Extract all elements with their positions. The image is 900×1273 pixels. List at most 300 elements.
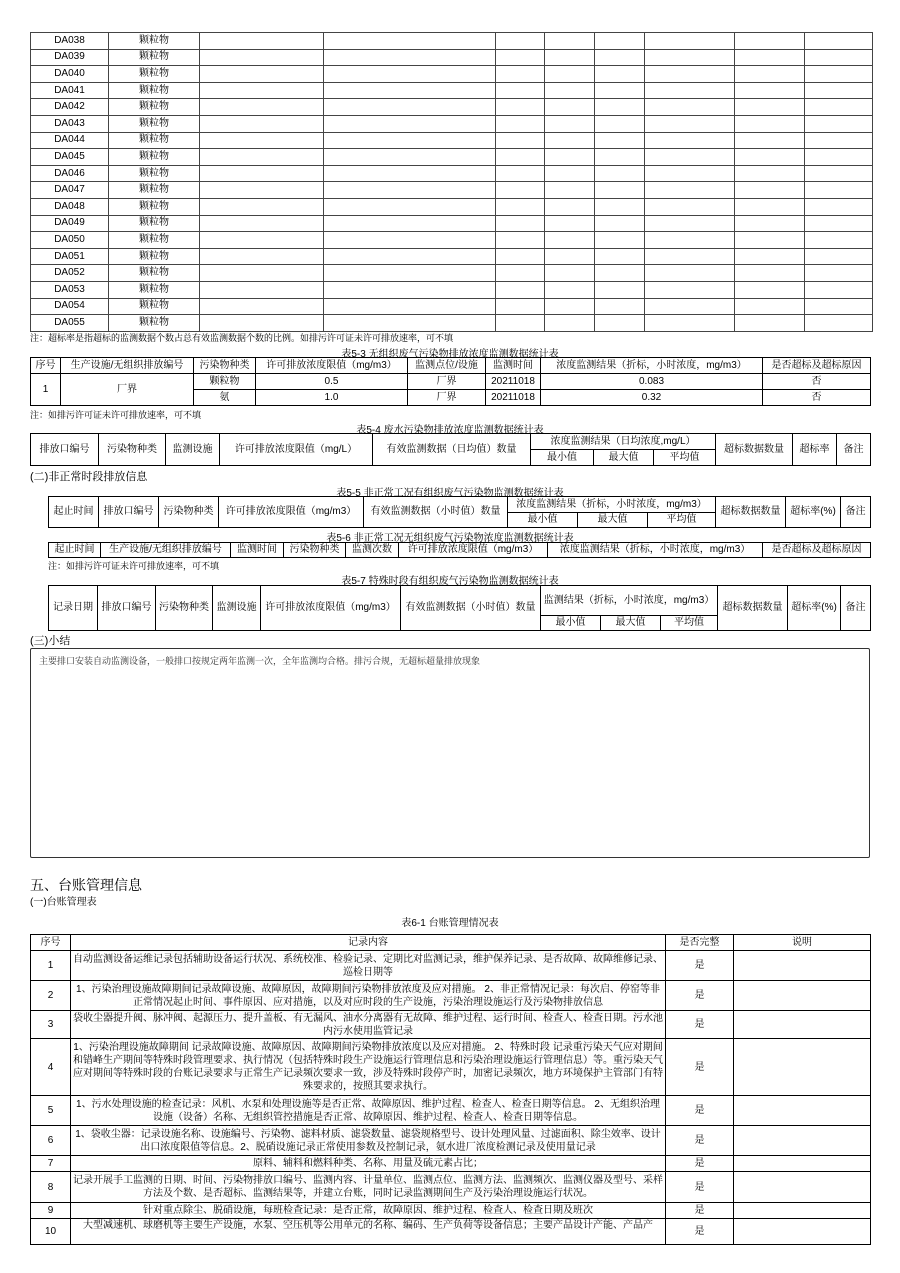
empty-cell — [645, 49, 735, 66]
empty-cell — [735, 182, 805, 199]
table-row — [31, 1156, 871, 1172]
limit-cell: 1.0 — [256, 390, 408, 406]
empty-cell — [595, 82, 645, 99]
empty-cell — [200, 132, 324, 149]
outlet-code-cell: DA048 — [31, 198, 109, 215]
complete-cell: 是 — [666, 1011, 734, 1039]
table-row — [31, 99, 873, 116]
empty-cell — [545, 165, 595, 182]
empty-cell — [805, 149, 873, 166]
table-row — [31, 1096, 871, 1126]
empty-cell — [324, 149, 496, 166]
empty-cell — [200, 33, 324, 50]
empty-cell — [200, 99, 324, 116]
empty-cell — [200, 198, 324, 215]
row-number: 10 — [31, 1219, 71, 1245]
remark-cell — [734, 1156, 871, 1172]
empty-cell — [595, 149, 645, 166]
row-number: 1 — [31, 951, 71, 981]
header-cell: 记录内容 — [71, 935, 666, 951]
table-row — [31, 981, 871, 1011]
outlet-code-cell: DA045 — [31, 149, 109, 166]
header-cell: 是否超标及超标原因 — [763, 358, 871, 374]
pollutant-cell: 颗粒物 — [109, 281, 200, 298]
empty-cell — [805, 315, 873, 332]
empty-cell — [805, 99, 873, 116]
limit-cell: 0.5 — [256, 374, 408, 390]
empty-cell — [545, 232, 595, 249]
header-cell: 排放口编号 — [98, 586, 156, 631]
complete-cell: 是 — [666, 1203, 734, 1219]
empty-cell — [645, 215, 735, 232]
record-content: 1、污染治理设施故障期间记录故障设施、故障原因，故障期间污染物排放浓度及应对措施。 2、非正常情况记录：每次启、停窑等非正常情况起止时间、事件原因、应对措施，以及对应时段的生产设施，污染治理设施运行及污染物排放信息 — [71, 981, 666, 1011]
header-cell: 监测点位/设施 — [408, 358, 486, 374]
outlet-code-cell: DA040 — [31, 66, 109, 83]
record-content: 针对重点除尘、脱硝设施，每班检查记录：是否正常，故障原因、维护过程、检查人、检查日期及班次 — [71, 1203, 666, 1219]
header-cell: 监测次数 — [346, 543, 399, 558]
table-5-4-title: 表5-4 废水污染物排放浓度监测数据统计表 — [356, 425, 544, 436]
empty-cell — [324, 49, 496, 66]
empty-cell — [200, 49, 324, 66]
header-cell: 超标率(%) — [786, 497, 841, 528]
outlet-code-cell: DA041 — [31, 82, 109, 99]
header-cell: 备注 — [837, 434, 871, 466]
empty-cell — [324, 99, 496, 116]
pollutant-cell: 颗粒物 — [109, 115, 200, 132]
empty-cell — [200, 82, 324, 99]
empty-cell — [595, 215, 645, 232]
pollutant-cell: 颗粒物 — [109, 33, 200, 50]
row-number: 2 — [31, 981, 71, 1011]
record-content: 袋收尘器提升阀、脉冲阀、起源压力、提升盖板、有无漏风、油水分离器有无故障、维护过程、运行时间、检查人、检查日期。污水池内污水使用监管记录 — [71, 1011, 666, 1039]
empty-cell — [735, 149, 805, 166]
empty-cell — [324, 132, 496, 149]
header-cell: 平均值 — [648, 513, 716, 528]
empty-cell — [735, 298, 805, 315]
empty-cell — [496, 198, 545, 215]
pollutant-cell: 颗粒物 — [109, 298, 200, 315]
outlet-code-cell: DA049 — [31, 215, 109, 232]
pollutant-cell: 颗粒物 — [109, 132, 200, 149]
summary-text: 主要排口安装自动监测设备，一般排口按规定两年监测一次，全年监测均合格。排污合规，无超标超量排放现象 — [39, 656, 481, 666]
complete-cell: 是 — [666, 1096, 734, 1126]
empty-cell — [496, 298, 545, 315]
empty-cell — [735, 33, 805, 50]
empty-cell — [545, 149, 595, 166]
section-abnormal-period: (二)非正常时段排放信息 — [30, 471, 148, 483]
empty-cell — [324, 165, 496, 182]
row-number: 9 — [31, 1203, 71, 1219]
complete-cell: 是 — [666, 1219, 734, 1245]
pollutant-cell: 颗粒物 — [109, 82, 200, 99]
row-number: 3 — [31, 1011, 71, 1039]
outlet-code-cell: DA043 — [31, 115, 109, 132]
header-cell: 污染物种类 — [156, 586, 213, 631]
empty-cell — [595, 182, 645, 199]
complete-cell: 是 — [666, 1156, 734, 1172]
table-5-3-note: 注：如排污许可证未许可排放速率，可不填 — [30, 410, 202, 420]
empty-cell — [200, 232, 324, 249]
header-cell: 说明 — [734, 935, 871, 951]
header-cell: 许可排放浓度限值（mg/m3） — [399, 543, 548, 558]
empty-cell — [545, 182, 595, 199]
table-row — [31, 281, 873, 298]
outlet-code-cell: DA039 — [31, 49, 109, 66]
table-5-4 — [30, 433, 871, 466]
empty-cell — [545, 33, 595, 50]
empty-cell — [324, 232, 496, 249]
empty-cell — [324, 82, 496, 99]
exceed-cell: 否 — [763, 374, 871, 390]
empty-cell — [496, 33, 545, 50]
empty-cell — [645, 182, 735, 199]
header-cell: 浓度监测结果（折标，小时浓度，mg/m3） — [548, 543, 763, 558]
complete-cell: 是 — [666, 1039, 734, 1096]
outlet-code-cell: DA053 — [31, 281, 109, 298]
facility-cell: 厂界 — [61, 374, 194, 406]
table-row — [31, 66, 873, 83]
remark-cell — [734, 1126, 871, 1156]
empty-cell — [496, 49, 545, 66]
empty-cell — [200, 215, 324, 232]
empty-cell — [324, 281, 496, 298]
pollutant-cell: 颗粒物 — [109, 265, 200, 282]
pollutant-cell: 颗粒物 — [109, 215, 200, 232]
complete-cell: 是 — [666, 1172, 734, 1203]
row-number: 1 — [31, 374, 61, 406]
header-cell: 监测时间 — [231, 543, 284, 558]
header-cell: 监测设施 — [213, 586, 261, 631]
table-row — [31, 82, 873, 99]
empty-cell — [545, 99, 595, 116]
table-row — [31, 265, 873, 282]
empty-cell — [496, 82, 545, 99]
empty-cell — [200, 149, 324, 166]
header-cell: 最小值 — [508, 513, 578, 528]
empty-cell — [324, 182, 496, 199]
empty-cell — [805, 298, 873, 315]
empty-cell — [805, 265, 873, 282]
empty-cell — [496, 115, 545, 132]
top-table-note: 注：超标率是指超标的监测数据个数占总有效监测数据个数的比例。如排污许可证未许可排放速率，可不填 — [30, 333, 454, 343]
table-row — [31, 315, 873, 332]
table-row — [31, 1011, 871, 1039]
header-cell: 起止时间 — [49, 497, 99, 528]
empty-cell — [545, 198, 595, 215]
remark-cell — [734, 1203, 871, 1219]
pollutant-cell: 颗粒物 — [109, 198, 200, 215]
empty-cell — [735, 49, 805, 66]
table-row — [31, 115, 873, 132]
empty-cell — [735, 99, 805, 116]
pollutant-cell: 颗粒物 — [109, 66, 200, 83]
empty-cell — [496, 281, 545, 298]
table-row — [31, 165, 873, 182]
header-cell: 许可排放浓度限值（mg/m3） — [219, 497, 364, 528]
empty-cell — [735, 115, 805, 132]
pollutant-cell: 颗粒物 — [109, 49, 200, 66]
header-cell: 序号 — [31, 935, 71, 951]
record-content: 自动监测设备运维记录包括辅助设备运行状况、系统校准、检验记录、定期比对监测记录，维护保养记录、是否故障、故障维修记录、巡检日期等 — [71, 951, 666, 981]
empty-cell — [805, 49, 873, 66]
table-5-5 — [48, 496, 871, 528]
pollutant-cell: 颗粒物 — [109, 315, 200, 332]
empty-cell — [735, 132, 805, 149]
header-cell: 排放口编号 — [99, 497, 159, 528]
empty-cell — [545, 315, 595, 332]
empty-cell — [805, 215, 873, 232]
remark-cell — [734, 1039, 871, 1096]
header-cell: 起止时间 — [49, 543, 101, 558]
empty-cell — [735, 215, 805, 232]
header-cell: 有效监测数据（日均值）数量 — [373, 434, 531, 466]
header-cell: 污染物种类 — [99, 434, 166, 466]
empty-cell — [595, 198, 645, 215]
row-number: 6 — [31, 1126, 71, 1156]
empty-cell — [595, 115, 645, 132]
empty-cell — [200, 315, 324, 332]
record-content: 大型减速机、球磨机等主要生产设施，水泵、空压机等公用单元的名称、编码、生产负荷等设备信息；主要产品设计产能、产品产 — [71, 1219, 666, 1245]
empty-cell — [496, 99, 545, 116]
section-ledger-table: (一)台账管理表 — [30, 897, 97, 908]
row-number: 8 — [31, 1172, 71, 1203]
table-5-6 — [48, 542, 871, 558]
table-6-1 — [30, 934, 871, 1245]
empty-cell — [735, 281, 805, 298]
header-cell: 超标数据数量 — [716, 497, 786, 528]
table-row — [31, 1219, 871, 1245]
header-cell: 浓度监测结果（折标，小时浓度，mg/m3） — [508, 497, 716, 513]
empty-cell — [805, 165, 873, 182]
header-cell: 最小值 — [541, 616, 601, 631]
outlet-code-cell: DA047 — [31, 182, 109, 199]
point-cell: 厂界 — [408, 390, 486, 406]
row-number: 7 — [31, 1156, 71, 1172]
outlet-code-cell: DA055 — [31, 315, 109, 332]
outlet-code-cell: DA046 — [31, 165, 109, 182]
empty-cell — [496, 132, 545, 149]
empty-cell — [645, 248, 735, 265]
time-cell: 20211018 — [486, 374, 541, 390]
empty-cell — [545, 49, 595, 66]
empty-cell — [545, 298, 595, 315]
table-5-6-title: 表5-6 非正常工况无组织废气污染物浓度监测数据统计表 — [326, 533, 574, 544]
header-cell: 生产设施/无组织排放编号 — [101, 543, 231, 558]
empty-cell — [496, 149, 545, 166]
empty-cell — [545, 281, 595, 298]
header-cell: 备注 — [841, 497, 871, 528]
empty-cell — [496, 66, 545, 83]
table-row — [31, 182, 873, 199]
empty-cell — [805, 198, 873, 215]
empty-cell — [496, 248, 545, 265]
table-row — [31, 132, 873, 149]
header-cell: 浓度监测结果（折标，小时浓度，mg/m3） — [541, 358, 763, 374]
empty-cell — [595, 99, 645, 116]
empty-cell — [324, 248, 496, 265]
empty-cell — [805, 33, 873, 50]
table-row — [31, 33, 873, 50]
empty-cell — [595, 165, 645, 182]
empty-cell — [545, 248, 595, 265]
table-row — [31, 1203, 871, 1219]
header-cell: 最大值 — [601, 616, 661, 631]
empty-cell — [645, 232, 735, 249]
empty-cell — [545, 82, 595, 99]
empty-cell — [645, 165, 735, 182]
outlet-code-cell: DA050 — [31, 232, 109, 249]
empty-cell — [496, 215, 545, 232]
empty-cell — [496, 165, 545, 182]
empty-cell — [200, 248, 324, 265]
pollutant-cell: 颗粒物 — [109, 248, 200, 265]
pollutant-cell: 颗粒物 — [194, 374, 256, 390]
empty-cell — [805, 82, 873, 99]
table-row — [31, 198, 873, 215]
outlet-code-cell: DA054 — [31, 298, 109, 315]
header-cell: 序号 — [31, 358, 61, 374]
complete-cell: 是 — [666, 1126, 734, 1156]
empty-cell — [645, 132, 735, 149]
empty-cell — [324, 33, 496, 50]
table-row — [31, 951, 871, 981]
empty-cell — [595, 248, 645, 265]
empty-cell — [645, 298, 735, 315]
table-row — [31, 149, 873, 166]
empty-cell — [200, 182, 324, 199]
table-5-5-title: 表5-5 非正常工况有组织废气污染物监测数据统计表 — [336, 488, 564, 499]
empty-cell — [595, 33, 645, 50]
table-row — [31, 298, 873, 315]
remark-cell — [734, 1172, 871, 1203]
section-summary: (三)小结 — [30, 635, 71, 647]
exceed-cell: 否 — [763, 390, 871, 406]
empty-cell — [545, 265, 595, 282]
header-cell: 浓度监测结果（日均浓度,mg/L） — [531, 434, 716, 450]
empty-cell — [645, 99, 735, 116]
empty-cell — [595, 265, 645, 282]
empty-cell — [805, 115, 873, 132]
header-cell: 污染物种类 — [194, 358, 256, 374]
emission-outlet-table — [30, 32, 873, 332]
summary-textbox[interactable] — [30, 648, 870, 858]
empty-cell — [645, 82, 735, 99]
table-row — [31, 232, 873, 249]
table-row — [31, 1172, 871, 1203]
header-cell: 污染物种类 — [284, 543, 346, 558]
empty-cell — [324, 265, 496, 282]
empty-cell — [545, 66, 595, 83]
empty-cell — [595, 66, 645, 83]
record-content: 1、袋收尘器：记录设施名称、设施编号、污染物、滤料材质、滤袋数量、滤袋规格型号、设计处理风量、过滤面积、除尘效率、设计出口浓度限值等信息。2、脱硝设施记录正常使用参数及控制记录，氨水进厂浓度检测记录及使用量记录 — [71, 1126, 666, 1156]
empty-cell — [200, 298, 324, 315]
row-number: 5 — [31, 1096, 71, 1126]
header-cell: 最大值 — [578, 513, 648, 528]
empty-cell — [496, 182, 545, 199]
pollutant-cell: 颗粒物 — [109, 165, 200, 182]
table-5-3-title: 表5-3 无组织废气污染物排放浓度监测数据统计表 — [341, 349, 559, 360]
empty-cell — [645, 33, 735, 50]
empty-cell — [645, 66, 735, 83]
header-cell: 超标率 — [793, 434, 837, 466]
empty-cell — [735, 198, 805, 215]
complete-cell: 是 — [666, 951, 734, 981]
record-content: 1、污染治理设施故障期间 记录故障设施、故障原因、故障期间污染物排放浓度以及应对措施。 2、特殊时段 记录重污染天气应对期间和错峰生产期间等特殊时段管理要求、执行情况（包括特殊时段生产设施运行管理信息和污染治理设施运行管理信息）等。重污染天气应对期间等特殊时段的台账记录要求与正常生产记录频次要求一致，涉及特殊时段停产时，加密记录频次，地方环境保护主管部门有特殊要求的，按照其要求执行。 — [71, 1039, 666, 1096]
empty-cell — [595, 298, 645, 315]
empty-cell — [805, 248, 873, 265]
empty-cell — [200, 281, 324, 298]
empty-cell — [324, 298, 496, 315]
header-cell: 许可排放浓度限值（mg/m3） — [256, 358, 408, 374]
header-cell: 排放口编号 — [31, 434, 99, 466]
point-cell: 厂界 — [408, 374, 486, 390]
empty-cell — [200, 115, 324, 132]
empty-cell — [496, 315, 545, 332]
result-cell: 0.32 — [541, 390, 763, 406]
remark-cell — [734, 981, 871, 1011]
empty-cell — [805, 182, 873, 199]
empty-cell — [324, 198, 496, 215]
table-5-6-note: 注：如排污许可证未许可排放速率，可不填 — [48, 561, 220, 571]
header-cell: 许可排放浓度限值（mg/L） — [220, 434, 373, 466]
empty-cell — [595, 315, 645, 332]
empty-cell — [595, 281, 645, 298]
remark-cell — [734, 1096, 871, 1126]
empty-cell — [545, 215, 595, 232]
empty-cell — [545, 115, 595, 132]
empty-cell — [645, 315, 735, 332]
empty-cell — [735, 82, 805, 99]
header-cell: 有效监测数据（小时值）数量 — [401, 586, 541, 631]
header-cell: 许可排放浓度限值（mg/m3） — [261, 586, 401, 631]
remark-cell — [734, 1219, 871, 1245]
outlet-code-cell: DA051 — [31, 248, 109, 265]
outlet-code-cell: DA044 — [31, 132, 109, 149]
table-row — [31, 215, 873, 232]
pollutant-cell: 颗粒物 — [109, 182, 200, 199]
table-row — [31, 248, 873, 265]
remark-cell — [734, 1011, 871, 1039]
empty-cell — [200, 165, 324, 182]
empty-cell — [735, 232, 805, 249]
empty-cell — [595, 232, 645, 249]
record-content: 原料、辅料和燃料种类、名称、用量及硫元素占比； — [71, 1156, 666, 1172]
empty-cell — [645, 149, 735, 166]
remark-cell — [734, 951, 871, 981]
chapter-ledger-title: 五、台账管理信息 — [30, 877, 142, 893]
header-cell: 污染物种类 — [159, 497, 219, 528]
empty-cell — [324, 215, 496, 232]
empty-cell — [200, 66, 324, 83]
pollutant-cell: 颗粒物 — [109, 232, 200, 249]
pollutant-cell: 颗粒物 — [109, 149, 200, 166]
empty-cell — [496, 232, 545, 249]
empty-cell — [595, 132, 645, 149]
header-cell: 有效监测数据（小时值）数量 — [364, 497, 508, 528]
empty-cell — [645, 281, 735, 298]
header-cell: 平均值 — [661, 616, 718, 631]
empty-cell — [324, 66, 496, 83]
outlet-code-cell: DA038 — [31, 33, 109, 50]
header-cell: 是否完整 — [666, 935, 734, 951]
header-cell: 监测时间 — [486, 358, 541, 374]
empty-cell — [324, 315, 496, 332]
empty-cell — [545, 132, 595, 149]
pollutant-cell: 颗粒物 — [109, 99, 200, 116]
header-cell: 超标率(%) — [788, 586, 841, 631]
table-5-7 — [48, 585, 871, 631]
empty-cell — [645, 198, 735, 215]
